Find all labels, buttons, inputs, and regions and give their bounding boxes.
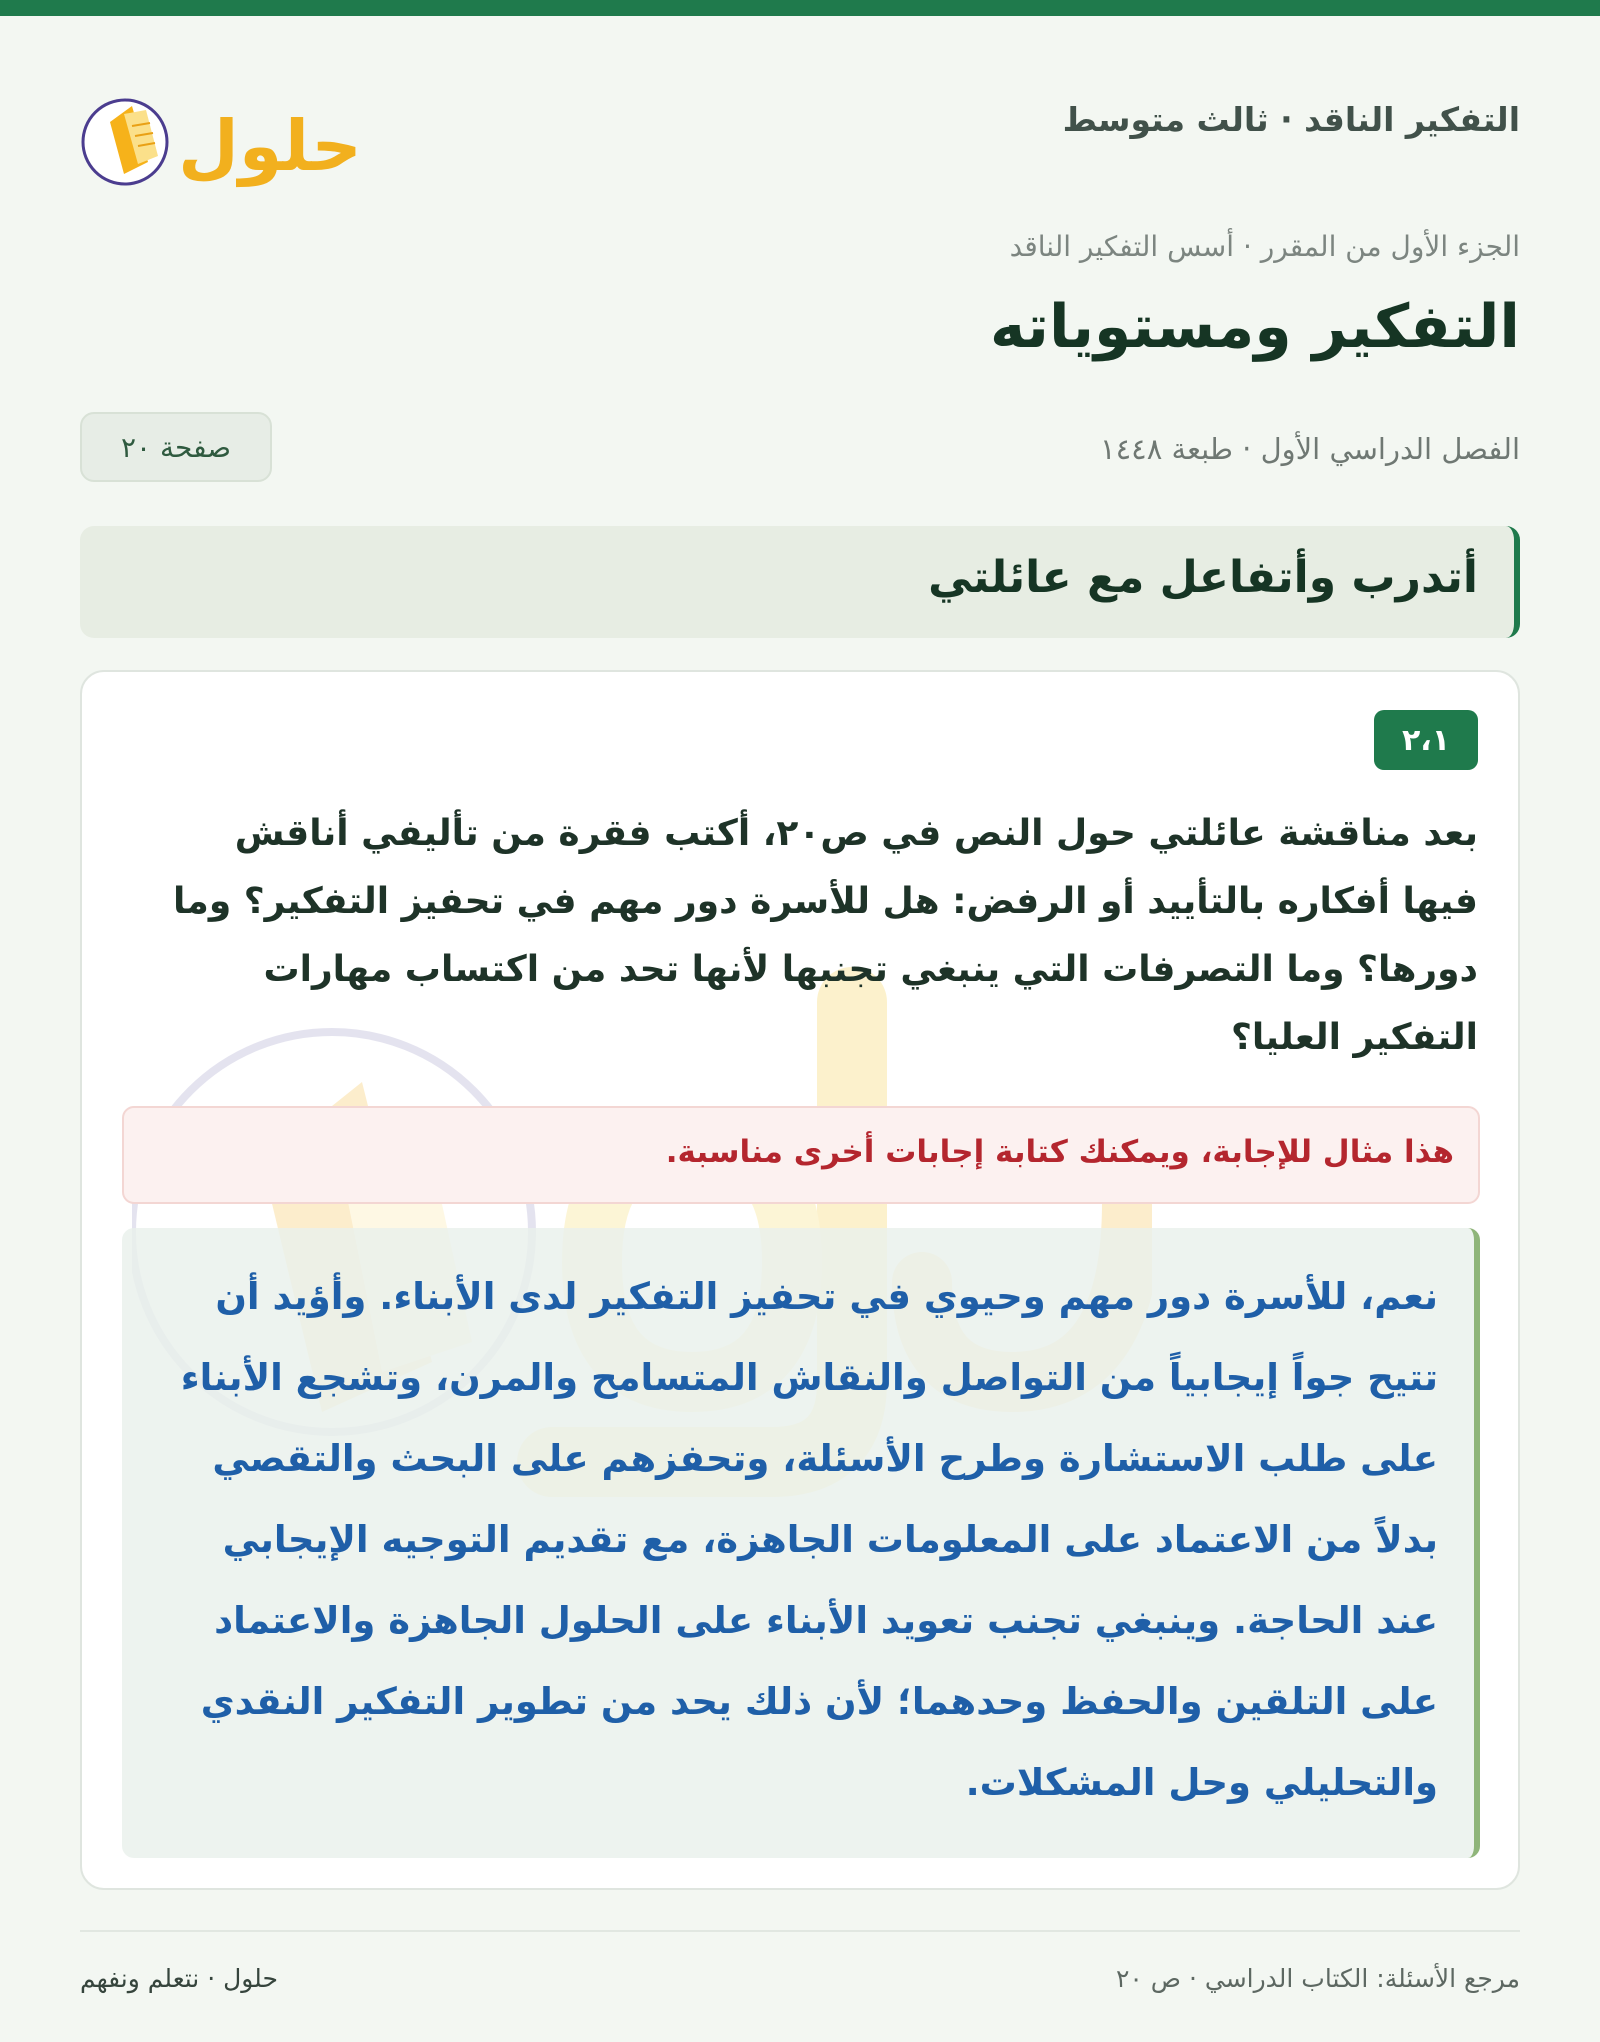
site-logo[interactable]: [80, 70, 370, 190]
question-card: [80, 670, 1520, 1890]
lesson-title: التفكير ومستوياته: [990, 292, 1520, 362]
lesson-meta: الفصل الدراسي الأول · طبعة ١٤٤٨: [1100, 432, 1520, 466]
section-title: أتدرب وأتفاعل مع عائلتي: [928, 552, 1478, 603]
page-number-badge: صفحة ٢٠: [80, 412, 272, 482]
footer-divider: [80, 1930, 1520, 1932]
unit-line: الجزء الأول من المقرر · أسس التفكير الناقد: [1009, 230, 1520, 263]
top-accent-bar: [0, 0, 1600, 16]
footer-reference: مرجع الأسئلة: الكتاب الدراسي · ص ٢٠: [1115, 1964, 1520, 1993]
logo-text: حلول: [178, 105, 362, 187]
course-label: التفكير الناقد · ثالث متوسط: [1062, 100, 1520, 139]
answer-text: نعم، للأسرة دور مهم وحيوي في تحفيز التفكير لدى الأبناء. وأؤيد أن تتيح جواً إيجابياً من التواصل والنقاش المتسامح والمرن، وتشجع الأبناء على طلب الاستشارة وطرح الأسئلة، وتحفزهم على البحث والتقصي بدلاً من الاعتماد على المعلومات الجاهزة، مع تقديم التوجيه الإيجابي عند الحاجة. وينبغي تجنب تعويد الأبناء على الحلول الجاهزة والاعتماد على التلقين والحفظ وحدهما؛ لأن ذلك يحد من تطوير التفكير النقدي والتحليلي وحل المشكلات.: [180, 1275, 1438, 1804]
footer-brand: حلول · نتعلم ونفهم: [80, 1964, 278, 1993]
page-header: [80, 60, 1520, 190]
section-header: [80, 526, 1520, 638]
answer-note: [122, 1106, 1480, 1204]
question-number-badge: ٢،١: [1374, 710, 1478, 770]
book-logo-icon: [80, 70, 370, 190]
answer-box: [122, 1228, 1480, 1858]
answer-note-text: هذا مثال للإجابة، ويمكنك كتابة إجابات أخرى مناسبة.: [665, 1134, 1454, 1170]
question-text: بعد مناقشة عائلتي حول النص في ص٢٠، أكتب فقرة من تأليفي أناقش فيها أفكاره بالتأييد أو الرفض: هل للأسرة دور مهم في تحفيز التفكير؟ وما دورها؟ وما التصرفات التي ينبغي تجنبها لأنها تحد من اكتساب مهارات التفكير العليا؟: [173, 813, 1478, 1058]
